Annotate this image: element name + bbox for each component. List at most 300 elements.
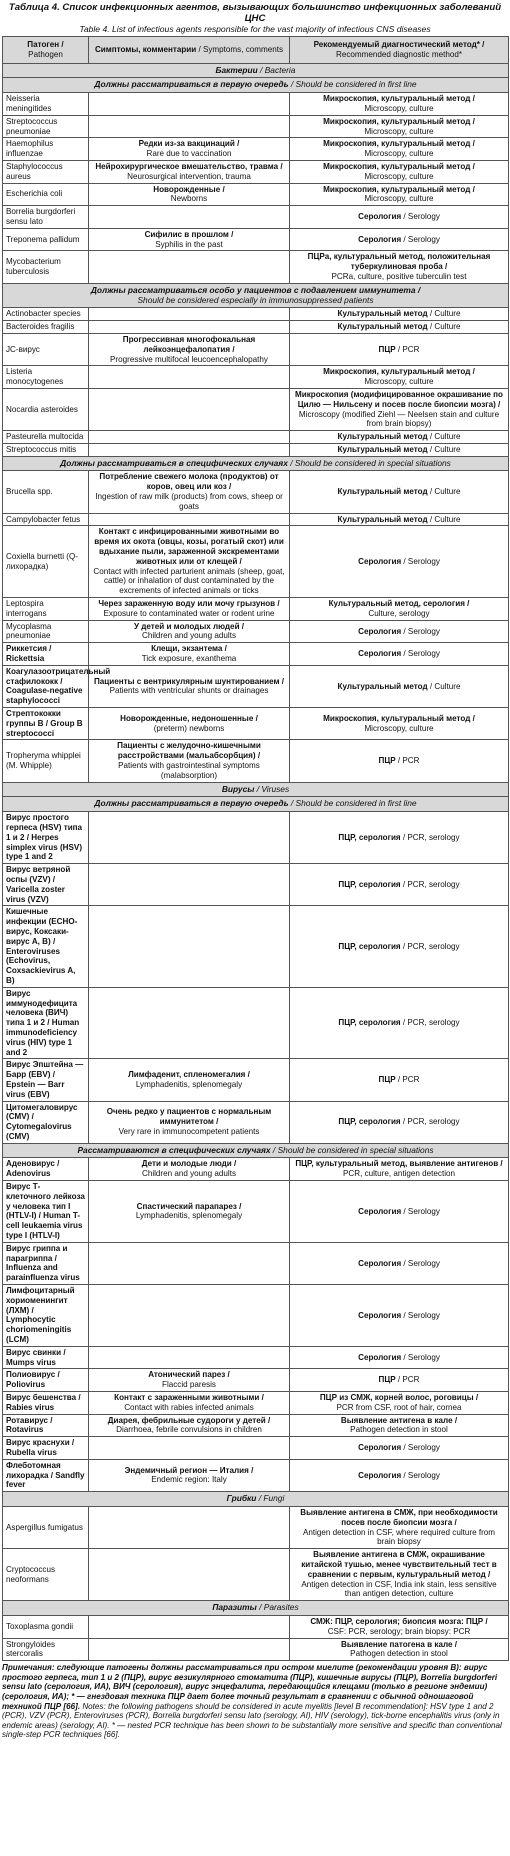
diagnostic-cell (290, 321, 509, 334)
symptoms-ru: Сифилис в прошлом / (144, 229, 234, 239)
diagnostic-ru: Микроскопия, культуральный метод / (323, 161, 475, 171)
pathogen-cell: Strongyloides stercoralis (3, 1638, 89, 1661)
diagnostic-en: Pathogen detection in stool (350, 1649, 448, 1659)
col-header-pathogen-en: Pathogen (28, 49, 63, 59)
pathogen-cell: Nocardia asteroides (3, 388, 89, 430)
table-row (3, 708, 509, 740)
diagnostic-ru: Микроскопия (модифицированное окрашивание по Цилю — Нильсену и посев после биопсии мозга) / (294, 389, 504, 409)
table-row (3, 987, 509, 1059)
table-row (3, 1158, 509, 1181)
diagnostic-ru: Культуральный метод (337, 681, 428, 691)
diagnostic-cell (290, 431, 509, 444)
diagnostic-ru: Серология (358, 1206, 402, 1216)
diagnostic-en: / Serology (401, 1258, 440, 1268)
diagnostic-ru: Микроскопия, культуральный метод / (323, 184, 475, 194)
symptoms-cell (89, 388, 290, 430)
table-caption-en: Table 4. List of infectious agents responsible for the vast majority of infectious CNS diseases (79, 24, 431, 34)
symptoms-cell (89, 321, 290, 334)
table-body (3, 63, 509, 1661)
diagnostic-ru: Выявление патогена в кале / (340, 1639, 457, 1649)
table-row (3, 1392, 509, 1415)
diagnostic-cell (290, 333, 509, 365)
pathogen-cell: Leptospira interrogans (3, 598, 89, 621)
diagnostic-cell (290, 443, 509, 456)
diagnostic-en: / Serology (401, 212, 440, 222)
pathogen-cell: Аденовирус / Adenovirus (3, 1158, 89, 1181)
symptoms-en: Lymphadenitis, splenomegaly (135, 1211, 243, 1221)
diagnostic-cell (290, 812, 509, 864)
pathogen-cell: Вирус Эпштейна — Барр (EBV) / Epstein — Barr virus (EBV) (3, 1059, 89, 1101)
heading-en: Should be considered especially in immunosuppressed patients (137, 294, 374, 305)
diagnostic-cell (290, 1392, 509, 1415)
diagnostic-cell (290, 251, 509, 283)
symptoms-ru: Пациенты с желудочно-кишечными расстройствами (мальабсорбция) / (117, 741, 261, 761)
symptoms-cell (89, 431, 290, 444)
diagnostic-ru: ПЦР, культуральный метод, выявление антигенов / (295, 1159, 503, 1169)
heading-ru: Должны рассматриваться в первую очередь (94, 79, 289, 90)
symptoms-en: Patients with ventricular shunts or drainages (109, 686, 269, 696)
diagnostic-cell (290, 1506, 509, 1548)
diagnostic-cell (290, 708, 509, 740)
symptoms-cell (89, 1181, 290, 1243)
symptoms-ru: Нейрохирургическое вмешательство, травма / (95, 161, 283, 171)
symptoms-en: Flaccid paresis (162, 1380, 216, 1390)
diagnostic-ru: ПЦР, серология (338, 1018, 401, 1028)
diagnostic-cell (290, 740, 509, 782)
symptoms-cell (89, 1346, 290, 1369)
diagnostic-en: Antigen detection in CSF, India ink stain, less sensitive than antigen detection, culture (301, 1579, 497, 1599)
diagnostic-ru: Микроскопия, культуральный метод / (323, 94, 475, 104)
subsection-row (3, 797, 509, 812)
table-row (3, 812, 509, 864)
diagnostic-cell (290, 906, 509, 987)
diagnostic-en: Culture, serology (368, 608, 430, 618)
section-row (3, 1492, 509, 1507)
symptoms-en: Endemic region: Italy (151, 1475, 227, 1485)
symptoms-en: Patients with gastrointestinal symptoms (malabsorption) (118, 761, 260, 780)
symptoms-cell (89, 620, 290, 643)
symptoms-cell (89, 1615, 290, 1638)
symptoms-cell (89, 160, 290, 183)
symptoms-cell (89, 1437, 290, 1460)
symptoms-cell (89, 228, 290, 251)
symptoms-ru: Контакт с зараженными животными / (114, 1393, 264, 1403)
table-header-row (3, 37, 509, 64)
diagnostic-ru: Культуральный метод (337, 487, 428, 497)
table-row (3, 1459, 509, 1491)
table-row (3, 333, 509, 365)
symptoms-cell (89, 864, 290, 906)
table-row (3, 1285, 509, 1347)
pathogen-cell: Brucella spp. (3, 471, 89, 513)
heading-en: / Should be considered in special situations (287, 457, 451, 468)
diagnostic-ru: Микроскопия, культуральный метод / (323, 116, 475, 126)
heading-ru: Паразиты (212, 1602, 257, 1613)
diagnostic-cell (290, 366, 509, 389)
subsection-heading (3, 78, 509, 93)
table-row (3, 308, 509, 321)
diagnostic-en: / Serology (401, 234, 440, 244)
table-row (3, 620, 509, 643)
diagnostic-ru: ПЦР (378, 1075, 396, 1084)
pathogen-cell: Bacteroides fragilis (3, 321, 89, 334)
symptoms-ru: Контакт с инфицированными животными во время их окота (овцы, козы, рогатый скот) или вдыхание пыли, зараженной экскрементами животных или от клещей / (94, 527, 284, 566)
pathogen-cell: Стрептококки группы B / Group B streptococci (3, 708, 89, 740)
symptoms-en: Very rare in immunocompetent patients (118, 1126, 260, 1136)
symptoms-cell (89, 308, 290, 321)
table-row (3, 160, 509, 183)
heading-ru: Рассматриваются в специфических случаях (77, 1144, 271, 1155)
symptoms-cell (89, 251, 290, 283)
diagnostic-ru: ПЦРа, культуральный метод, положительная туберкулиновая проба / (307, 252, 491, 272)
diagnostic-cell (290, 598, 509, 621)
diagnostic-ru: Серология (358, 1443, 402, 1453)
pathogen-cell: Кишечные инфекции (ECHO-вирус, Коксаки-вирус A, B) / Enteroviruses (Echovirus, Coxsackievirus A, B) (3, 906, 89, 987)
symptoms-cell (89, 513, 290, 526)
symptoms-cell (89, 471, 290, 513)
symptoms-cell (89, 1285, 290, 1347)
diagnostic-cell (290, 1549, 509, 1601)
symptoms-cell (89, 366, 290, 389)
symptoms-cell (89, 1638, 290, 1661)
symptoms-cell (89, 206, 290, 229)
symptoms-ru: Лимфаденит, спленомегалия / (128, 1070, 250, 1080)
diagnostic-cell (290, 1285, 509, 1347)
diagnostic-cell (290, 206, 509, 229)
diagnostic-cell (290, 526, 509, 598)
diagnostic-ru: ПЦР (378, 1375, 396, 1385)
symptoms-en: Lymphadenitis, splenomegaly (135, 1079, 243, 1089)
table-row (3, 1346, 509, 1369)
symptoms-en: (preterm) newborns (153, 723, 225, 733)
diagnostic-en: / Serology (401, 626, 440, 636)
diagnostic-ru: Культуральный метод (337, 432, 428, 442)
diagnostic-en: / PCR (395, 756, 420, 766)
diagnostic-cell (290, 115, 509, 138)
diagnostic-ru: Микроскопия, культуральный метод / (323, 139, 475, 149)
diagnostic-cell (290, 228, 509, 251)
section-heading (3, 1601, 509, 1616)
section-row (3, 1601, 509, 1616)
diagnostic-cell (290, 1615, 509, 1638)
symptoms-ru: Прогрессивная многофокальная лейкоэнцефалопатия / (122, 334, 256, 354)
symptoms-cell (89, 1242, 290, 1284)
pathogen-cell: Риккетсия / Rickettsia (3, 643, 89, 666)
symptoms-cell (89, 987, 290, 1059)
symptoms-ru: Клещи, экзантема / (151, 644, 227, 654)
diagnostic-cell (290, 1158, 509, 1181)
diagnostic-en: / PCR (395, 344, 420, 354)
col-header-diagnostic (290, 37, 509, 64)
pathogen-cell: Tropheryma whipplei (M. Whipple) (3, 740, 89, 782)
diagnostic-ru: ПЦР, серология (338, 832, 401, 842)
heading-en: / Should be considered in first line (288, 79, 417, 90)
heading-en: / Viruses (254, 783, 290, 794)
heading-ru: Грибки (226, 1493, 257, 1504)
pathogen-cell: Вирус свинки / Mumps virus (3, 1346, 89, 1369)
symptoms-cell (89, 93, 290, 116)
pathogen-cell: Коагулазоотрицательный стафилококк / Coagulase-negative staphylococci (3, 665, 89, 707)
symptoms-en: Neurosurgical intervention, trauma (127, 171, 251, 181)
diagnostic-cell (290, 471, 509, 513)
heading-ru: Должны рассматриваться в специфических случаях (60, 457, 288, 468)
table-row (3, 1369, 509, 1392)
symptoms-en: Children and young adults (141, 631, 237, 641)
diagnostic-ru: Серология (358, 1352, 402, 1362)
pathogen-cell: Вирус краснухи / Rubella virus (3, 1437, 89, 1460)
symptoms-ru: Очень редко у пациентов с нормальным иммунитетом / (106, 1107, 272, 1127)
symptoms-cell (89, 812, 290, 864)
symptoms-cell (89, 1059, 290, 1101)
symptoms-ru: Спастический парапарез / (136, 1201, 242, 1211)
pathogen-cell: Streptococcus mitis (3, 443, 89, 456)
diagnostic-ru: Микроскопия, культуральный метод / (323, 367, 475, 377)
diagnostic-cell (290, 513, 509, 526)
pathogen-cell: Вирус Т-клеточного лейкоза у человека тип I (HTLV-I) / Human T-cell leukaemia virus type I (HTLV-I) (3, 1181, 89, 1243)
pathogen-cell: Neisseria meningitides (3, 93, 89, 116)
symptoms-en: Rare due to vaccination (146, 149, 232, 159)
diagnostic-en: Microscopy (modified Ziehl — Neelsen stain and culture from brain biopsy) (298, 409, 500, 429)
diagnostic-en: / Culture (427, 322, 461, 332)
symptoms-cell (89, 526, 290, 598)
symptoms-en: Syphilis in the past (155, 239, 223, 249)
pathogen-cell: Actinobacter species (3, 308, 89, 321)
symptoms-en: Exposure to contaminated water or rodent urine (103, 608, 275, 618)
subsection-row (3, 456, 509, 471)
heading-ru: Вирусы (221, 783, 255, 794)
symptoms-cell (89, 183, 290, 206)
symptoms-cell (89, 333, 290, 365)
table-row (3, 1181, 509, 1243)
diagnostic-ru: Выявление антигена в кале / (340, 1415, 458, 1425)
diagnostic-ru: Культуральный метод (337, 322, 428, 332)
table-row (3, 366, 509, 389)
table-row (3, 183, 509, 206)
symptoms-en: Newborns (170, 194, 208, 204)
diagnostic-cell (290, 987, 509, 1059)
symptoms-cell (89, 643, 290, 666)
symptoms-ru: Диарея, фебрильные судороги у детей / (107, 1415, 271, 1425)
symptoms-ru: Новорожденные, недоношенные / (120, 713, 258, 723)
diagnostic-ru: Выявление антигена в СМЖ, при необходимости посев после биопсии мозга / (300, 1507, 498, 1527)
symptoms-ru: Редки из-за вакцинаций / (138, 139, 240, 149)
pathogen-cell: Флеботомная лихорадка / Sandfly fever (3, 1459, 89, 1491)
pathogen-table (2, 36, 509, 1661)
diagnostic-en: / Serology (401, 649, 440, 659)
col-header-diagnostic-ru: Рекомендуемый диагностический метод* / (313, 40, 485, 49)
table-row (3, 906, 509, 987)
table-row (3, 206, 509, 229)
symptoms-en: Progressive multifocal leucoencephalopathy (110, 354, 268, 364)
symptoms-en: Contact with rabies infected animals (124, 1402, 254, 1412)
diagnostic-en: / PCR, serology (400, 941, 460, 951)
pathogen-cell: Вирус иммунодефицита человека (ВИЧ) типа 1 и 2 / Human immunodeficiency virus (HIV) type 1 and 2 (3, 987, 89, 1059)
symptoms-cell (89, 138, 290, 161)
heading-en: / Should be considered in first line (288, 798, 417, 809)
notes-en: Notes: the following pathogens should be considered in acute myelitis [level B recommendation]: HSV type 1 and 2 (PCR), VZV (PCR), Enteroviruses (PCR), Borrelia burgdorferi sensu lato (serology, AI), HIV (serology), tick-borne encephalitis virus (only in endemic areas) (serology, AI). * — nested PCR technique has been shown to be substantially more sensitive and specific than conventional single-step PCR techniques [66]. (2, 1701, 502, 1740)
diagnostic-cell (290, 1346, 509, 1369)
symptoms-ru: У детей и молодых людей / (133, 621, 245, 631)
diagnostic-ru: ПЦР, серология (338, 1117, 401, 1127)
pathogen-cell: Staphylococcus aureus (3, 160, 89, 183)
diagnostic-en: Microscopy, culture (364, 377, 434, 387)
diagnostic-ru: Культуральный метод, серология / (328, 599, 470, 609)
table-row (3, 598, 509, 621)
table-row (3, 115, 509, 138)
subsection-heading (3, 797, 509, 812)
table-row (3, 864, 509, 906)
section-row (3, 782, 509, 797)
pathogen-cell: Mycoplasma pneumoniae (3, 620, 89, 643)
pathogen-cell: Listeria monocytogenes (3, 366, 89, 389)
table-row (3, 228, 509, 251)
diagnostic-cell (290, 1414, 509, 1437)
table-row (3, 1638, 509, 1661)
diagnostic-en: / Culture (427, 309, 461, 319)
diagnostic-en: Pathogen detection in stool (350, 1425, 448, 1435)
pathogen-cell: Лимфоцитарный хориоменингит (ЛХМ) / Lymphocytic choriomeningitis (LCM) (3, 1285, 89, 1347)
diagnostic-ru: Культуральный метод (337, 309, 428, 319)
section-heading (3, 1492, 509, 1507)
symptoms-ru: Дети и молодые люди / (141, 1159, 237, 1169)
symptoms-en: Ingestion of raw milk (products) from cows, sheep or goats (95, 492, 283, 511)
pathogen-cell: Treponema pallidum (3, 228, 89, 251)
diagnostic-en: / PCR (395, 1075, 420, 1084)
symptoms-ru: Новорожденные / (153, 184, 225, 194)
symptoms-cell (89, 665, 290, 707)
table-row (3, 431, 509, 444)
heading-en: / Should be considered in special situations (270, 1144, 434, 1155)
heading-ru: Должны рассматриваться в первую очередь (94, 798, 289, 809)
diagnostic-cell (290, 1437, 509, 1460)
diagnostic-ru: Выявление антигена в СМЖ, окрашивание китайской тушью, менее чувствительный тест в сравнении с первым, культуральный метод / (301, 1550, 497, 1579)
symptoms-ru: Пациенты с вентрикулярным шунтированием / (93, 676, 285, 686)
symptoms-ru: Через зараженную воду или мочу грызунов / (98, 599, 280, 609)
diagnostic-en: / Serology (401, 1352, 440, 1362)
diagnostic-cell (290, 1242, 509, 1284)
table-row (3, 1437, 509, 1460)
diagnostic-en: PCR from CSF, root of hair, cornea (336, 1402, 462, 1412)
diagnostic-en: PCR, culture, antigen detection (342, 1169, 456, 1179)
pathogen-cell: Haemophilus influenzae (3, 138, 89, 161)
symptoms-ru: Эндемичный регион — Италия / (124, 1465, 254, 1475)
section-row (3, 63, 509, 78)
symptoms-cell (89, 1414, 290, 1437)
pathogen-cell: Toxoplasma gondii (3, 1615, 89, 1638)
diagnostic-cell (290, 388, 509, 430)
col-header-symptoms-ru: Симптомы, комментарии (94, 44, 197, 54)
diagnostic-en: Antigen detection in CSF, where required culture from brain biopsy (302, 1527, 496, 1547)
table-row (3, 665, 509, 707)
subsection-heading (3, 1143, 509, 1158)
symptoms-cell (89, 1158, 290, 1181)
subsection-heading (3, 456, 509, 471)
diagnostic-cell (290, 643, 509, 666)
diagnostic-cell (290, 1369, 509, 1392)
symptoms-en: Contact with infected parturient animals (sheep, goat, cattle) or inhalation of dust contaminated by the excrements of infected animals or ticks (93, 566, 285, 596)
symptoms-cell (89, 708, 290, 740)
symptoms-cell (89, 906, 290, 987)
table-row (3, 513, 509, 526)
diagnostic-en: / Culture (427, 432, 461, 442)
diagnostic-en: Microscopy, culture (364, 723, 434, 733)
diagnostic-en: / Culture (427, 514, 461, 524)
pathogen-cell: Цитомегаловирус (CMV) / Cytomegalovirus (CMV) (3, 1101, 89, 1143)
diagnostic-en: Microscopy, culture (364, 171, 434, 181)
diagnostic-en: Microscopy, culture (364, 126, 434, 136)
table-row (3, 388, 509, 430)
diagnostic-cell (290, 1059, 509, 1101)
table-row (3, 471, 509, 513)
diagnostic-en: / Serology (401, 1470, 440, 1480)
col-header-symptoms-en: / Symptoms, comments (196, 44, 284, 54)
symptoms-cell (89, 740, 290, 782)
table-row (3, 740, 509, 782)
diagnostic-ru: Культуральный метод (337, 444, 428, 454)
symptoms-cell (89, 598, 290, 621)
diagnostic-cell (290, 1181, 509, 1243)
diagnostic-ru: Серология (358, 1258, 402, 1268)
symptoms-cell (89, 1101, 290, 1143)
diagnostic-cell (290, 138, 509, 161)
table-row (3, 1059, 509, 1101)
symptoms-cell (89, 1369, 290, 1392)
diagnostic-en: / Serology (401, 1443, 440, 1453)
table-row (3, 643, 509, 666)
diagnostic-cell (290, 93, 509, 116)
diagnostic-en: / PCR, serology (400, 832, 460, 842)
diagnostic-en: / PCR, serology (400, 1018, 460, 1028)
diagnostic-cell (290, 665, 509, 707)
pathogen-cell: Вирус ветряной оспы (VZV) / Varicella zoster virus (VZV) (3, 864, 89, 906)
col-header-pathogen-ru: Патоген / (27, 40, 64, 49)
diagnostic-ru: ПЦР из СМЖ, корней волос, роговицы / (319, 1393, 479, 1403)
diagnostic-ru: Серология (358, 649, 402, 659)
col-header-pathogen (3, 37, 89, 64)
table-row (3, 1506, 509, 1548)
table-row (3, 321, 509, 334)
diagnostic-en: / Culture (427, 487, 461, 497)
diagnostic-ru: Серология (358, 212, 402, 222)
diagnostic-en: / Serology (401, 1310, 440, 1320)
symptoms-cell (89, 115, 290, 138)
symptoms-en: Children and young adults (141, 1169, 237, 1179)
diagnostic-en: / Serology (401, 1206, 440, 1216)
diagnostic-cell (290, 308, 509, 321)
symptoms-en: Diarrhoea, febrile convulsions in children (116, 1425, 262, 1435)
diagnostic-ru: ПЦР (378, 756, 396, 766)
pathogen-cell: Mycobacterium tuberculosis (3, 251, 89, 283)
symptoms-en: Tick exposure, exanthema (141, 654, 237, 664)
table-row (3, 1549, 509, 1601)
symptoms-cell (89, 1506, 290, 1548)
diagnostic-en: Microscopy, culture (364, 149, 434, 159)
table-row (3, 1414, 509, 1437)
pathogen-cell: Coxiella burnetti (Q-лихорадка) (3, 526, 89, 598)
diagnostic-en: / Culture (427, 681, 461, 691)
diagnostic-en: / Serology (401, 556, 440, 566)
subsection-heading (3, 283, 509, 308)
table-notes (2, 1663, 508, 1740)
symptoms-cell (89, 1549, 290, 1601)
diagnostic-ru: ПЦР, серология (338, 941, 401, 951)
diagnostic-cell (290, 1459, 509, 1491)
diagnostic-ru: Серология (358, 1310, 402, 1320)
diagnostic-ru: Серология (358, 234, 402, 244)
table-caption-ru: Таблица 4. Список инфекционных агентов, вызывающих большинство инфекционных заболеваний ЦНС (8, 2, 502, 24)
diagnostic-ru: Серология (358, 556, 402, 566)
heading-ru: Бактерии (215, 64, 258, 75)
